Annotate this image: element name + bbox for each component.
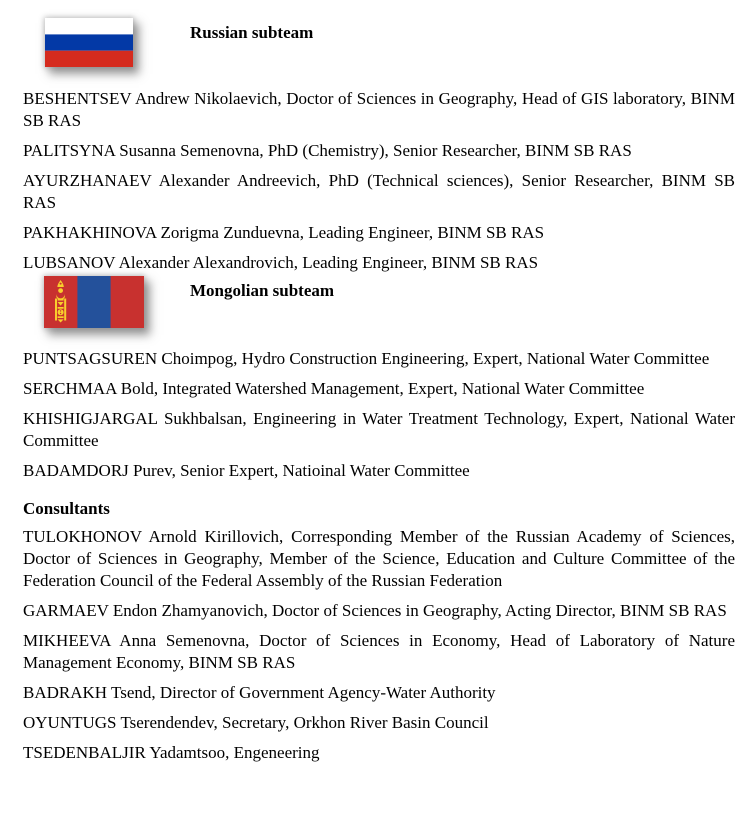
consultants-title: Consultants: [23, 499, 110, 518]
member-entry: TULOKHONOV Arnold Kirillovich, Corresponding Member of the Russian Academy of Sciences, Doctor of Sciences in Geography, Member of the Science, Education and Culture Committee of the Federation Council of the Federal Assembly of the Russian Federation: [23, 527, 735, 590]
member-entry: GARMAEV Endon Zhamyanovich, Doctor of Sciences in Geography, Acting Director, BINM SB RAS: [23, 601, 727, 620]
member-entry: BESHENTSEV Andrew Nikolaevich, Doctor of Sciences in Geography, Head of GIS laboratory, BINM SB RAS: [23, 89, 735, 130]
member-entry: SERCHMAA Bold, Integrated Watershed Management, Expert, National Water Committee: [23, 379, 645, 398]
member-entry: BADRAKH Tsend, Director of Government Agency-Water Authority: [23, 683, 496, 702]
member-entry: BADAMDORJ Purev, Senior Expert, Natioinal Water Committee: [23, 461, 470, 480]
mongolian-subteam-header: [23, 276, 735, 328]
mongolia-flag-icon: [44, 276, 144, 328]
member-entry: MIKHEEVA Anna Semenovna, Doctor of Sciences in Economy, Head of Laboratory of Nature Management Economy, BINM SB RAS: [23, 631, 735, 672]
member-entry: LUBSANOV Alexander Alexandrovich, Leading Engineer, BINM SB RAS: [23, 253, 539, 272]
member-entry: KHISHIGJARGAL Sukhbalsan, Engineering in Water Treatment Technology, Expert, National Water Committee: [23, 409, 735, 450]
russian-subteam-title: Russian subteam: [190, 23, 314, 42]
member-entry: PAKHAKHINOVA Zorigma Zunduevna, Leading Engineer, BINM SB RAS: [23, 223, 545, 242]
member-entry: AYURZHANAEV Alexander Andreevich, PhD (Technical sciences), Senior Researcher, BINM SB RAS: [23, 171, 735, 212]
member-entry: PALITSYNA Susanna Semenovna, PhD (Chemistry), Senior Researcher, BINM SB RAS: [23, 141, 632, 160]
russian-subteam-header: [23, 18, 735, 67]
russia-flag-icon: [45, 18, 133, 67]
mongolian-subteam-title: Mongolian subteam: [190, 281, 335, 300]
member-entry: OYUNTUGS Tserendendev, Secretary, Orkhon River Basin Council: [23, 713, 489, 732]
member-entry: TSEDENBALJIR Yadamtsoo, Engeneering: [23, 743, 320, 762]
member-entry: PUNTSAGSUREN Choimpog, Hydro Construction Engineering, Expert, National Water Committee: [23, 349, 710, 368]
